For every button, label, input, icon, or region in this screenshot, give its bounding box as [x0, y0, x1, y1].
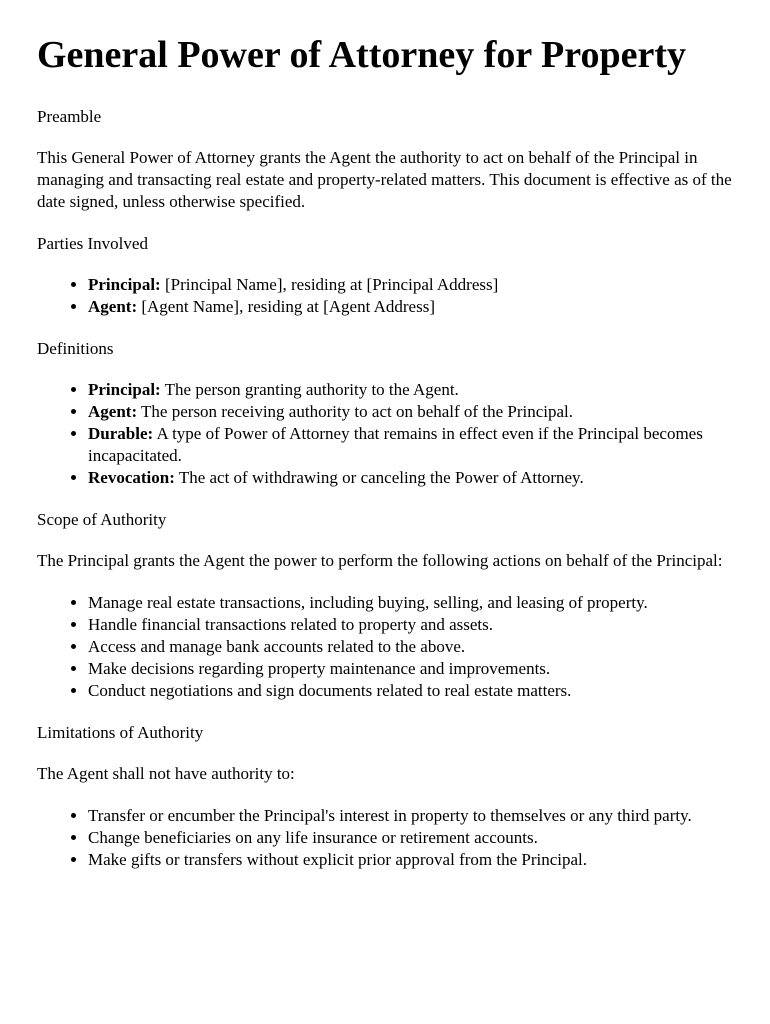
list-item — [88, 274, 733, 296]
scope-intro: The Principal grants the Agent the power to perform the following actions on behalf of the Principal: — [37, 551, 723, 570]
definition-text: The person receiving authority to act on behalf of the Principal. — [137, 402, 573, 421]
definitions-list — [37, 379, 733, 489]
list-item: • Make gifts or transfers without explicit prior approval from the Principal. — [88, 849, 733, 871]
scope-heading: Scope of Authority — [37, 510, 167, 529]
list-item: • Make decisions regarding property maintenance and improvements. — [88, 658, 733, 680]
party-text: [Principal Name], residing at [Principal Address] — [160, 275, 499, 294]
definition-term: Revocation: — [88, 468, 175, 487]
list-item: • Handle financial transactions related to property and assets. — [88, 614, 733, 636]
party-term: Agent: — [88, 297, 138, 316]
limitations-list — [37, 805, 733, 871]
definition-term: Agent: — [88, 402, 138, 421]
list-item — [88, 296, 733, 318]
limitations-intro: The Agent shall not have authority to: — [37, 764, 295, 783]
limitations-heading: Limitations of Authority — [37, 723, 204, 742]
definition-term: Durable: — [88, 424, 154, 443]
parties-list — [37, 274, 733, 318]
list-item: • Change beneficiaries on any life insurance or retirement accounts. — [88, 827, 733, 849]
definition-term: Principal: — [88, 380, 161, 399]
party-term: Principal: — [88, 275, 161, 294]
list-item: • Transfer or encumber the Principal's interest in property to themselves or any third party. — [88, 805, 733, 827]
preamble-text: This General Power of Attorney grants the Agent the authority to act on behalf of the Principal in managing and transacting real estate and property-related matters. This document is effective as of the date signed, unless otherwise specified. — [37, 148, 732, 211]
definition-text: The person granting authority to the Agent. — [160, 380, 459, 399]
list-item — [88, 379, 733, 401]
list-item: • Conduct negotiations and sign documents related to real estate matters. — [88, 680, 733, 702]
definition-text: A type of Power of Attorney that remains in effect even if the Principal becomes incapacitated. — [88, 424, 703, 465]
list-item — [88, 467, 733, 489]
list-item — [88, 401, 733, 423]
list-item: • Access and manage bank accounts related to the above. — [88, 636, 733, 658]
list-item: • Manage real estate transactions, including buying, selling, and leasing of property. — [88, 592, 733, 614]
definition-text: The act of withdrawing or canceling the Power of Attorney. — [174, 468, 584, 487]
parties-heading: Parties Involved — [37, 234, 148, 253]
party-text: [Agent Name], residing at [Agent Address] — [137, 297, 435, 316]
definitions-heading: Definitions — [37, 339, 114, 358]
scope-list — [37, 592, 733, 702]
document-title: General Power of Attorney for Property — [37, 34, 686, 76]
list-item — [88, 423, 733, 467]
preamble-heading: Preamble — [37, 107, 102, 126]
